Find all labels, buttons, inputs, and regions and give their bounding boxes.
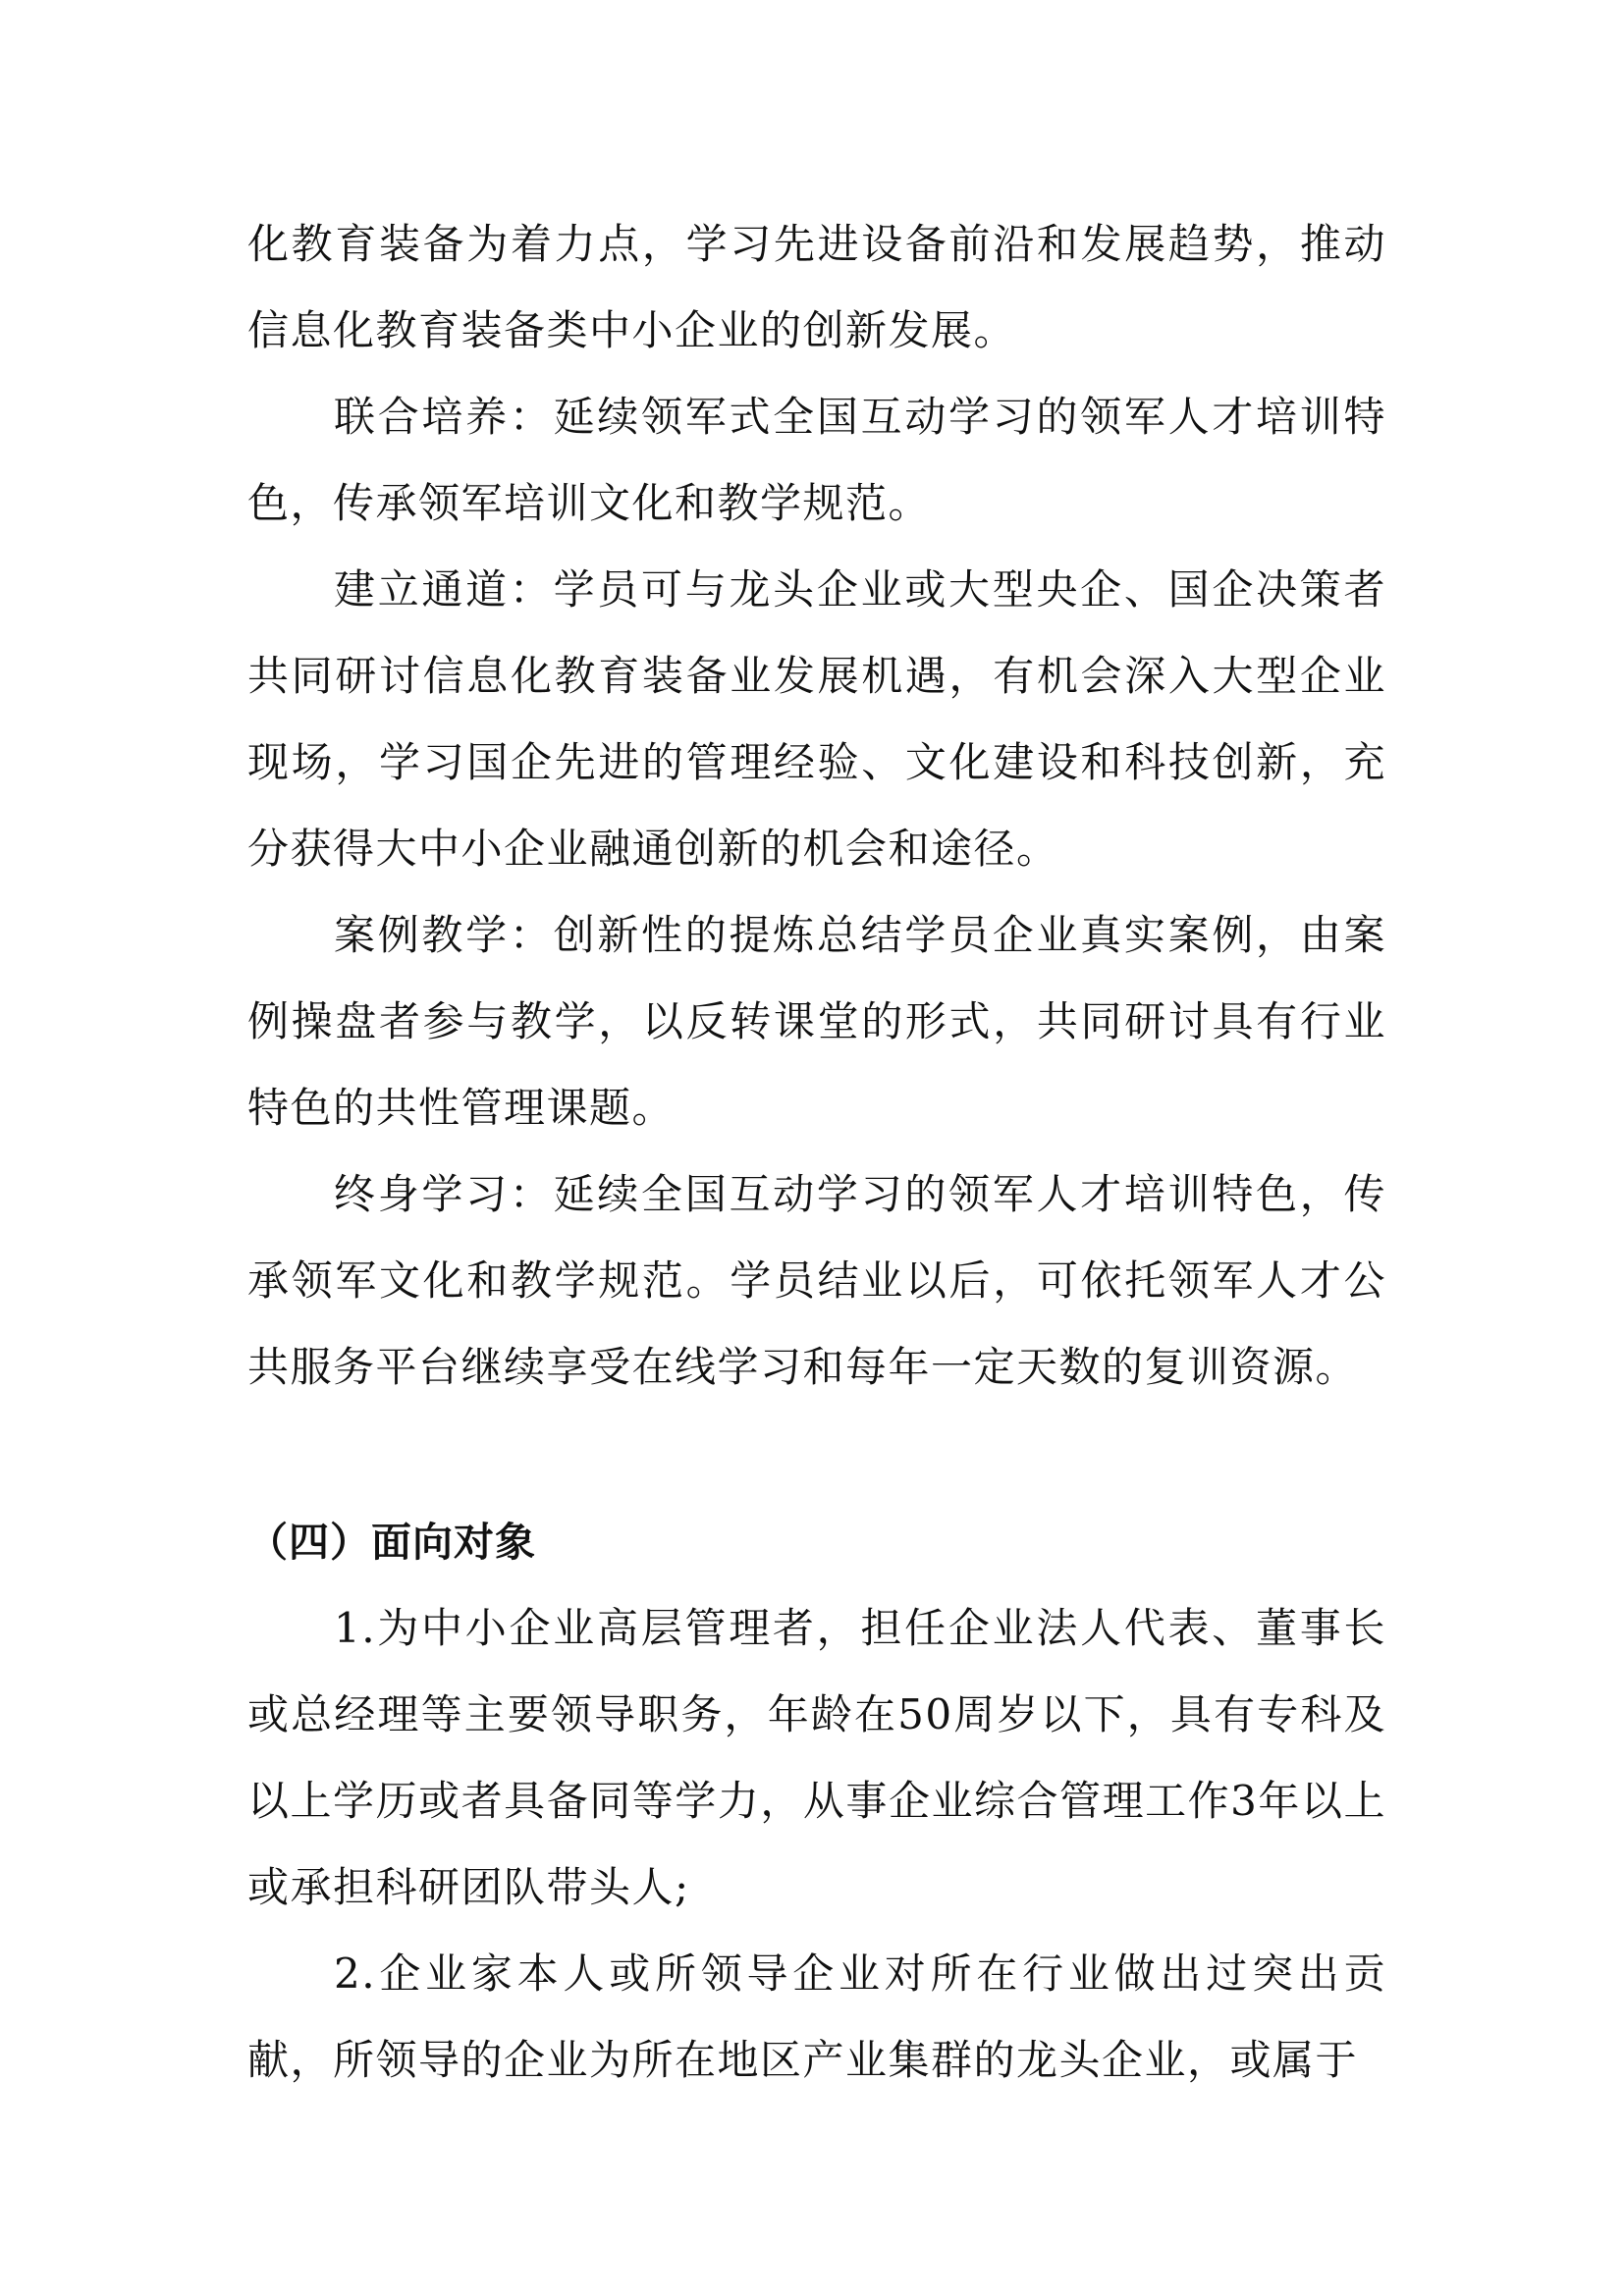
paragraph-continuation: 化教育装备为着力点，学习先进设备前沿和发展趋势，推动信息化教育装备类中小企业的创新发展。 [247,220,1386,354]
paragraph-criteria-2: 2.企业家本人或所领导企业对所在行业做出过突出贡献，所领导的企业为所在地区产业集群的龙头企业，或属于 [247,1949,1386,2084]
paragraph-build-channel: 建立通道：学员可与龙头企业或大型央企、国企决策者共同研讨信息化教育装备业发展机遇，有机会深入大型企业现场，学习国企先进的管理经验、文化建设和科技创新，充分获得大中小企业融通创新的机会和途径。 [247,565,1386,873]
paragraph-criteria-1: 1.为中小企业高层管理者，担任企业法人代表、董事长或总经理等主要领导职务，年龄在50周岁以下，具有专科及以上学历或者具备同等学力，从事企业综合管理工作3年以上或承担科研团队带头人; [247,1604,1386,1911]
paragraph-case-teaching: 案例教学：创新性的提炼总结学员企业真实案例，由案例操盘者参与教学，以反转课堂的形式，共同研讨具有行业特色的共性管理课题。 [247,911,1386,1132]
paragraph-joint-training: 联合培养：延续领军式全国互动学习的领军人才培训特色，传承领军培训文化和教学规范。 [247,393,1386,527]
paragraph-lifelong-learning: 终身学习：延续全国互动学习的领军人才培训特色，传承领军文化和教学规范。学员结业以后，可依托领军人才公共服务平台继续享受在线学习和每年一定天数的复训资源。 [247,1170,1386,1391]
document-body [247,201,1386,2104]
section-heading-target-audience: （四）面向对象 [247,1519,536,1566]
